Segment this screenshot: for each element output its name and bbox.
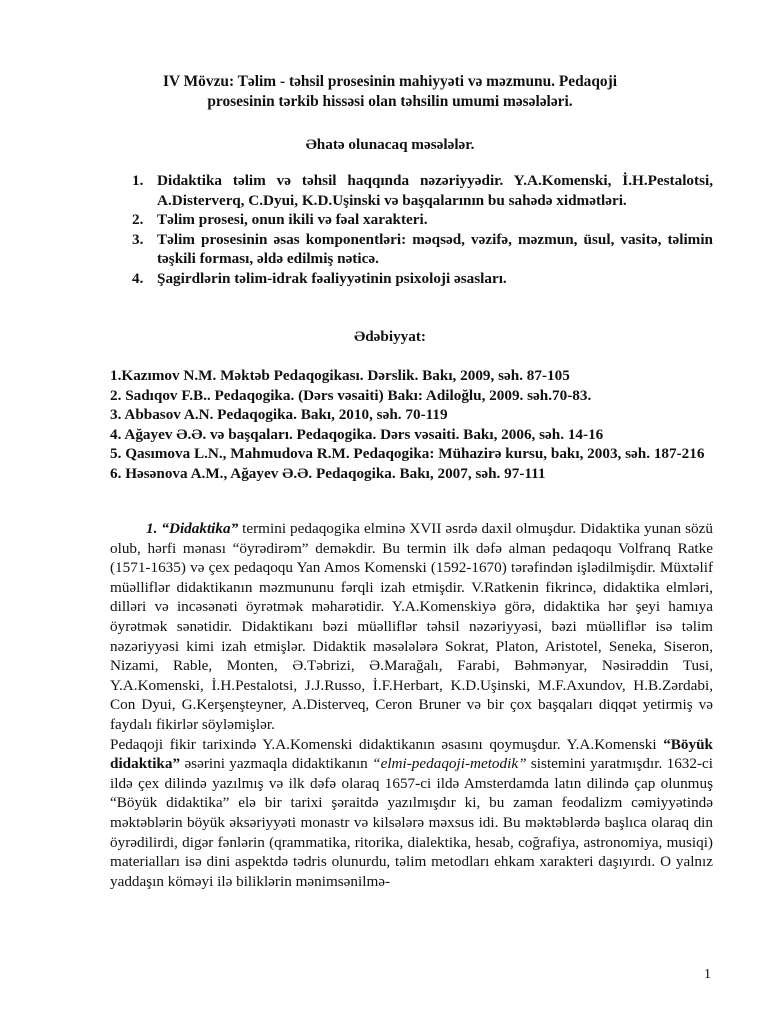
topic-number: 1. [132, 172, 144, 189]
book-title: “Böyük didaktika” [110, 735, 713, 773]
references-heading: Ədəbiyyat: [354, 328, 426, 345]
topic-item [110, 269, 713, 289]
reference-item: 1.Kazımov N.M. Məktəb Pedaqogikası. Dərslik. Bakı, 2009, səh. 87-105 [110, 367, 570, 384]
body-paragraph-2 [110, 735, 713, 892]
topic-item [110, 210, 713, 230]
paragraph-text: əsərini yazmaqla didaktikanın [180, 755, 373, 773]
references-list [110, 366, 713, 484]
topic-item [110, 230, 713, 269]
reference-item: 3. Abbasov A.N. Pedaqogika. Bakı, 2010, səh. 70-119 [110, 406, 448, 424]
reference-item: 5. Qasımova L.N., Mahmudova R.M. Pedaqogika: Mühazirə kursu, bakı, 2003, səh. 187-216 [110, 445, 705, 463]
topic-number: 2. [132, 211, 144, 229]
page-number: 1 [704, 967, 711, 982]
topics-list [110, 171, 713, 289]
body-paragraph-1 [110, 519, 713, 735]
title-line-1: IV Mövzu: Təlim - təhsil prosesinin mahiyyəti və məzmunu. Pedaqoji [162, 73, 618, 90]
title-line-2: prosesinin tərkib hissəsi olan təhsilin umumi məsələləri. [207, 93, 573, 110]
paragraph-text: Pedaqoji fikir tarixində Y.A.Komenski didaktikanın əsasını qoymuşdur. Y.A.Komenski [110, 735, 664, 753]
topic-text: Təlim prosesinin əsas komponentləri: məqsəd, vəzifə, məzmun, üsul, vasitə, təlimin təşkili forması, əldə edilmiş nəticə. [157, 230, 713, 268]
topic-text: Şagirdlərin təlim-idrak fəaliyyətinin psixoloji əsasları. [157, 269, 507, 287]
paragraph-text: sistemini yaratmışdır. 1632-ci ildə çex dilində yazılmış və ilk dəfə olaraq 1657-ci ildə Amsterdamda latın dilində çap olunmuş “Böyük didaktika” elə bir tarixi şəraitdə yazılmışdır ki, bu zaman feodalizm cəmiyyətində məktəblərin böyük əksəriyyəti monastr və kilsələrə məxsus idi. Bu məktəblərdə başlıca olaraq din öyrədilirdi, digər fənlərin (qrammatika, ritorika, dialektika, hesab, coğrafiya, astronomiya, musiqi) materialları isə dini aspektdə tədris olunurdu, təlim metodları ehkam xarakteri daşıyırdı. O yalnız yaddaşın köməyi ilə biliklərin mənimsənilmə- [110, 755, 713, 890]
section-lead: 1. “Didaktika” [146, 520, 239, 537]
topic-text: Didaktika təlim və təhsil haqqında nəzəriyyədir. Y.A.Komenski, İ.H.Pestalotsi, A.Disterverq, C.Dyui, K.D.Uşinski və başqalarının bu sahədə xidmətləri. [157, 172, 713, 209]
topic-number: 4. [132, 269, 144, 287]
body-text [110, 519, 713, 891]
topics-heading: Əhatə olunacaq məsələlər. [305, 136, 475, 153]
topic-item [110, 171, 713, 210]
document-title [110, 72, 670, 112]
reference-item: 2. Sadıqov F.B.. Pedaqogika. (Dərs vəsaiti) Bakı: Adiloğlu, 2009. səh.70-83. [110, 386, 592, 404]
reference-item: 6. Həsənova A.M., Ağayev Ə.Ə. Pedaqogika. Bakı, 2007, səh. 97-111 [110, 464, 546, 482]
reference-item: 4. Ağayev Ə.Ə. və başqaları. Pedaqogika. Dərs vəsaiti. Bakı, 2006, səh. 14-16 [110, 425, 604, 443]
topic-text: Təlim prosesi, onun ikili və fəal xarakteri. [157, 211, 428, 229]
topic-number: 3. [132, 230, 144, 248]
italic-term: “elmi-pedaqoji-metodik” [372, 755, 527, 773]
paragraph-text: termini pedaqogika elminə XVII əsrdə daxil olmuşdur. Didaktika yunan sözü olub, hərfi mənası “öyrədirəm” deməkdir. Bu termin ilk dəfə alman pedaqoqu Volfranq Ratke (1571-1635) və çex pedaqoqu Yan Amos Komenski (1592-1670) tərəfindən işlədilmişdir. Müxtəlif müəlliflər didaktikanın məzmununu fərqli izah etmişdir. V.Ratkenin fikrincə, didaktika elmləri, dilləri və incəsənəti öyrətmək məharətidir. Y.A.Komenskiyə görə, didaktika hər şeyi hamıya öyrətmək sənətidir. Didaktikanı bəzi müəlliflər təhsil nəzəriyyəsi, bəzi müəlliflər isə təlim nəzəriyyəsi kimi izah etmişlər. Didaktik məsələlərə Sokrat, Platon, Aristotel, Seneka, Siseron, Nizami, Rable, Monten, Ə.Təbrizi, Ə.Marağalı, Farabi, Bəhmənyar, Nəsirəddin Tusi, Y.A.Komenski, İ.H.Pestalotsi, J.J.Russo, İ.F.Herbart, K.D.Uşinski, M.F.Axundov, H.B.Zərdabi, Con Dyui, G.Kerşenşteyner, A.Disterveq, Ceron Bruner və bir çox başqaları diqqət yetirmiş və faydalı fikirlər söyləmişlər. [110, 520, 713, 733]
